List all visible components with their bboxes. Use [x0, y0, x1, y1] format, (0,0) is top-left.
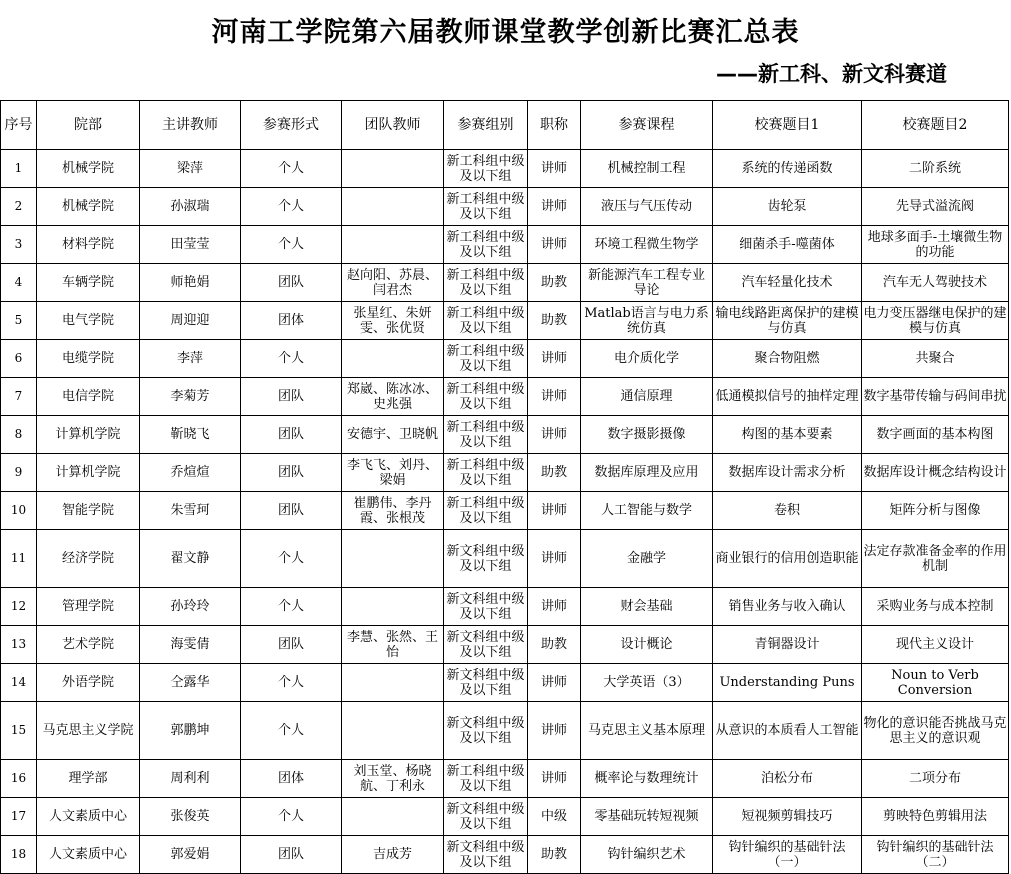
cell-entry-form: 个人: [241, 798, 342, 836]
cell-team-teachers: 安德宇、卫晓帆: [342, 416, 444, 454]
cell-department: 车辆学院: [37, 264, 140, 302]
cell-lead-teacher: 翟文静: [140, 530, 241, 588]
cell-topic-2: Noun to Verb Conversion: [862, 664, 1009, 702]
cell-entry-form: 团队: [241, 492, 342, 530]
cell-index: 5: [1, 302, 37, 340]
cell-lead-teacher: 田莹莹: [140, 226, 241, 264]
cell-index: 7: [1, 378, 37, 416]
cell-department: 马克思主义学院: [37, 702, 140, 760]
cell-group: 新文科组中级及以下组: [444, 626, 528, 664]
cell-topic-1: 卷积: [713, 492, 862, 530]
cell-department: 计算机学院: [37, 416, 140, 454]
table-row: [1, 226, 1009, 264]
cell-course: 设计概论: [581, 626, 713, 664]
table-row: [1, 188, 1009, 226]
cell-topic-1: 低通模拟信号的抽样定理: [713, 378, 862, 416]
cell-group: 新工科组中级及以下组: [444, 760, 528, 798]
cell-title: 讲师: [528, 150, 581, 188]
table-header-row: [1, 101, 1009, 150]
cell-topic-1: Understanding Puns: [713, 664, 862, 702]
cell-index: 8: [1, 416, 37, 454]
cell-course: 电介质化学: [581, 340, 713, 378]
cell-group: 新工科组中级及以下组: [444, 378, 528, 416]
cell-department: 人文素质中心: [37, 836, 140, 874]
summary-table: [0, 100, 1009, 874]
cell-team-teachers: [342, 588, 444, 626]
cell-course: 数据库原理及应用: [581, 454, 713, 492]
cell-index: 17: [1, 798, 37, 836]
cell-course: 马克思主义基本原理: [581, 702, 713, 760]
cell-department: 电气学院: [37, 302, 140, 340]
table-row: [1, 492, 1009, 530]
cell-entry-form: 团体: [241, 760, 342, 798]
cell-lead-teacher: 海雯倩: [140, 626, 241, 664]
cell-department: 艺术学院: [37, 626, 140, 664]
table-row: [1, 416, 1009, 454]
cell-title: 讲师: [528, 492, 581, 530]
cell-topic-1: 输电线路距离保护的建模与仿真: [713, 302, 862, 340]
cell-topic-2: 钩针编织的基础针法（二）: [862, 836, 1009, 874]
cell-team-teachers: [342, 702, 444, 760]
cell-title: 助教: [528, 264, 581, 302]
cell-entry-form: 个人: [241, 702, 342, 760]
cell-topic-1: 青铜器设计: [713, 626, 862, 664]
cell-course: 机械控制工程: [581, 150, 713, 188]
cell-department: 机械学院: [37, 188, 140, 226]
cell-topic-2: 二阶系统: [862, 150, 1009, 188]
cell-title: 讲师: [528, 760, 581, 798]
cell-topic-1: 从意识的本质看人工智能: [713, 702, 862, 760]
table-row: [1, 378, 1009, 416]
cell-team-teachers: [342, 798, 444, 836]
cell-topic-2: 汽车无人驾驶技术: [862, 264, 1009, 302]
table-row: [1, 798, 1009, 836]
cell-department: 智能学院: [37, 492, 140, 530]
header-index: 序号: [1, 101, 37, 150]
cell-entry-form: 团队: [241, 378, 342, 416]
cell-title: 讲师: [528, 378, 581, 416]
cell-group: 新文科组中级及以下组: [444, 702, 528, 760]
cell-group: 新工科组中级及以下组: [444, 492, 528, 530]
cell-topic-2: 矩阵分析与图像: [862, 492, 1009, 530]
cell-lead-teacher: 张俊英: [140, 798, 241, 836]
cell-lead-teacher: 仝露华: [140, 664, 241, 702]
cell-topic-1: 数据库设计需求分析: [713, 454, 862, 492]
cell-title: 讲师: [528, 588, 581, 626]
cell-department: 人文素质中心: [37, 798, 140, 836]
cell-team-teachers: [342, 530, 444, 588]
cell-topic-2: 共聚合: [862, 340, 1009, 378]
cell-index: 10: [1, 492, 37, 530]
cell-course: 通信原理: [581, 378, 713, 416]
cell-title: 助教: [528, 302, 581, 340]
cell-topic-1: 泊松分布: [713, 760, 862, 798]
cell-lead-teacher: 乔煊煊: [140, 454, 241, 492]
cell-entry-form: 团队: [241, 454, 342, 492]
cell-title: 讲师: [528, 340, 581, 378]
cell-course: 数字摄影摄像: [581, 416, 713, 454]
cell-topic-2: 剪映特色剪辑用法: [862, 798, 1009, 836]
table-row: [1, 340, 1009, 378]
cell-group: 新工科组中级及以下组: [444, 340, 528, 378]
cell-entry-form: 个人: [241, 530, 342, 588]
cell-team-teachers: [342, 226, 444, 264]
cell-topic-1: 商业银行的信用创造职能: [713, 530, 862, 588]
cell-title: 讲师: [528, 416, 581, 454]
cell-index: 14: [1, 664, 37, 702]
cell-team-teachers: 吉成芳: [342, 836, 444, 874]
cell-group: 新工科组中级及以下组: [444, 226, 528, 264]
cell-entry-form: 个人: [241, 588, 342, 626]
cell-topic-1: 齿轮泵: [713, 188, 862, 226]
table-row: [1, 454, 1009, 492]
page-title: 河南工学院第六届教师课堂教学创新比赛汇总表: [211, 17, 800, 48]
cell-topic-1: 聚合物阻燃: [713, 340, 862, 378]
cell-lead-teacher: 靳晓飞: [140, 416, 241, 454]
table-row: [1, 626, 1009, 664]
cell-topic-2: 地球多面手-土壤微生物的功能: [862, 226, 1009, 264]
cell-department: 电缆学院: [37, 340, 140, 378]
cell-topic-2: 数字画面的基本构图: [862, 416, 1009, 454]
page-subtitle: ——新工科、新文科赛道: [716, 62, 947, 86]
cell-department: 计算机学院: [37, 454, 140, 492]
cell-index: 4: [1, 264, 37, 302]
cell-entry-form: 团体: [241, 302, 342, 340]
table-row: [1, 664, 1009, 702]
cell-department: 理学部: [37, 760, 140, 798]
cell-topic-2: 现代主义设计: [862, 626, 1009, 664]
cell-title: 讲师: [528, 702, 581, 760]
cell-title: 讲师: [528, 188, 581, 226]
table-row: [1, 836, 1009, 874]
cell-course: 环境工程微生物学: [581, 226, 713, 264]
cell-title: 助教: [528, 454, 581, 492]
cell-entry-form: 个人: [241, 150, 342, 188]
cell-lead-teacher: 郭鹏坤: [140, 702, 241, 760]
cell-course: 大学英语（3）: [581, 664, 713, 702]
cell-department: 材料学院: [37, 226, 140, 264]
cell-topic-1: 汽车轻量化技术: [713, 264, 862, 302]
cell-team-teachers: [342, 188, 444, 226]
table-row: [1, 302, 1009, 340]
cell-topic-1: 构图的基本要素: [713, 416, 862, 454]
cell-topic-1: 系统的传递函数: [713, 150, 862, 188]
cell-title: 助教: [528, 626, 581, 664]
cell-group: 新文科组中级及以下组: [444, 664, 528, 702]
cell-group: 新工科组中级及以下组: [444, 264, 528, 302]
cell-index: 15: [1, 702, 37, 760]
cell-department: 管理学院: [37, 588, 140, 626]
cell-lead-teacher: 梁萍: [140, 150, 241, 188]
cell-topic-2: 数据库设计概念结构设计: [862, 454, 1009, 492]
cell-index: 9: [1, 454, 37, 492]
cell-team-teachers: 赵向阳、苏晨、闫君杰: [342, 264, 444, 302]
cell-team-teachers: 刘玉堂、杨晓航、丁利永: [342, 760, 444, 798]
cell-team-teachers: 张星红、朱妍雯、张优贤: [342, 302, 444, 340]
cell-team-teachers: [342, 664, 444, 702]
cell-group: 新工科组中级及以下组: [444, 302, 528, 340]
table-row: [1, 264, 1009, 302]
cell-course: 新能源汽车工程专业导论: [581, 264, 713, 302]
cell-index: 16: [1, 760, 37, 798]
cell-topic-2: 电力变压器继电保护的建模与仿真: [862, 302, 1009, 340]
header-title: 职称: [528, 101, 581, 150]
cell-topic-1: 钩针编织的基础针法（一）: [713, 836, 862, 874]
cell-entry-form: 团队: [241, 416, 342, 454]
cell-course: 液压与气压传动: [581, 188, 713, 226]
cell-course: 金融学: [581, 530, 713, 588]
cell-department: 电信学院: [37, 378, 140, 416]
cell-entry-form: 个人: [241, 340, 342, 378]
cell-team-teachers: [342, 340, 444, 378]
table-row: [1, 760, 1009, 798]
cell-title: 讲师: [528, 530, 581, 588]
cell-title: 讲师: [528, 664, 581, 702]
cell-entry-form: 个人: [241, 188, 342, 226]
cell-department: 机械学院: [37, 150, 140, 188]
header-topic-1: 校赛题目1: [713, 101, 862, 150]
header-department: 院部: [37, 101, 140, 150]
cell-entry-form: 个人: [241, 226, 342, 264]
cell-index: 6: [1, 340, 37, 378]
cell-course: Matlab语言与电力系统仿真: [581, 302, 713, 340]
cell-entry-form: 团队: [241, 836, 342, 874]
title-block: [0, 0, 1011, 99]
cell-department: 外语学院: [37, 664, 140, 702]
cell-topic-1: 销售业务与收入确认: [713, 588, 862, 626]
cell-lead-teacher: 郭爱娟: [140, 836, 241, 874]
cell-title: 中级: [528, 798, 581, 836]
table-row: [1, 588, 1009, 626]
cell-team-teachers: 李慧、张然、王怡: [342, 626, 444, 664]
table-row: [1, 150, 1009, 188]
cell-group: 新文科组中级及以下组: [444, 530, 528, 588]
cell-lead-teacher: 孙玲玲: [140, 588, 241, 626]
cell-index: 12: [1, 588, 37, 626]
header-group: 参赛组别: [444, 101, 528, 150]
cell-group: 新文科组中级及以下组: [444, 836, 528, 874]
header-course: 参赛课程: [581, 101, 713, 150]
header-team-teachers: 团队教师: [342, 101, 444, 150]
cell-group: 新文科组中级及以下组: [444, 588, 528, 626]
cell-group: 新文科组中级及以下组: [444, 798, 528, 836]
cell-entry-form: 团队: [241, 626, 342, 664]
cell-course: 钩针编织艺术: [581, 836, 713, 874]
cell-team-teachers: 崔鹏伟、李丹霞、张根茂: [342, 492, 444, 530]
cell-entry-form: 个人: [241, 664, 342, 702]
cell-team-teachers: [342, 150, 444, 188]
cell-lead-teacher: 师艳娟: [140, 264, 241, 302]
cell-index: 2: [1, 188, 37, 226]
cell-team-teachers: 郑崴、陈冰冰、史兆强: [342, 378, 444, 416]
header-topic-2: 校赛题目2: [862, 101, 1009, 150]
cell-lead-teacher: 李萍: [140, 340, 241, 378]
cell-lead-teacher: 孙淑瑞: [140, 188, 241, 226]
cell-lead-teacher: 周迎迎: [140, 302, 241, 340]
cell-index: 13: [1, 626, 37, 664]
cell-title: 助教: [528, 836, 581, 874]
cell-course: 人工智能与数学: [581, 492, 713, 530]
cell-lead-teacher: 周利利: [140, 760, 241, 798]
cell-group: 新工科组中级及以下组: [444, 454, 528, 492]
cell-group: 新工科组中级及以下组: [444, 416, 528, 454]
cell-index: 11: [1, 530, 37, 588]
cell-team-teachers: 李飞飞、刘丹、梁娟: [342, 454, 444, 492]
cell-group: 新工科组中级及以下组: [444, 150, 528, 188]
cell-course: 零基础玩转短视频: [581, 798, 713, 836]
cell-course: 财会基础: [581, 588, 713, 626]
header-entry-form: 参赛形式: [241, 101, 342, 150]
cell-topic-2: 采购业务与成本控制: [862, 588, 1009, 626]
cell-topic-2: 物化的意识能否挑战马克思主义的意识观: [862, 702, 1009, 760]
cell-topic-2: 先导式溢流阀: [862, 188, 1009, 226]
cell-course: 概率论与数理统计: [581, 760, 713, 798]
cell-index: 18: [1, 836, 37, 874]
cell-group: 新工科组中级及以下组: [444, 188, 528, 226]
cell-lead-teacher: 李菊芳: [140, 378, 241, 416]
cell-topic-1: 细菌杀手-噬菌体: [713, 226, 862, 264]
cell-entry-form: 团队: [241, 264, 342, 302]
cell-topic-1: 短视频剪辑技巧: [713, 798, 862, 836]
cell-department: 经济学院: [37, 530, 140, 588]
cell-topic-2: 法定存款准备金率的作用机制: [862, 530, 1009, 588]
table-row: [1, 702, 1009, 760]
cell-topic-2: 二项分布: [862, 760, 1009, 798]
cell-title: 讲师: [528, 226, 581, 264]
cell-index: 3: [1, 226, 37, 264]
table-row: [1, 530, 1009, 588]
cell-lead-teacher: 朱雪珂: [140, 492, 241, 530]
cell-index: 1: [1, 150, 37, 188]
header-lead-teacher: 主讲教师: [140, 101, 241, 150]
cell-topic-2: 数字基带传输与码间串扰: [862, 378, 1009, 416]
